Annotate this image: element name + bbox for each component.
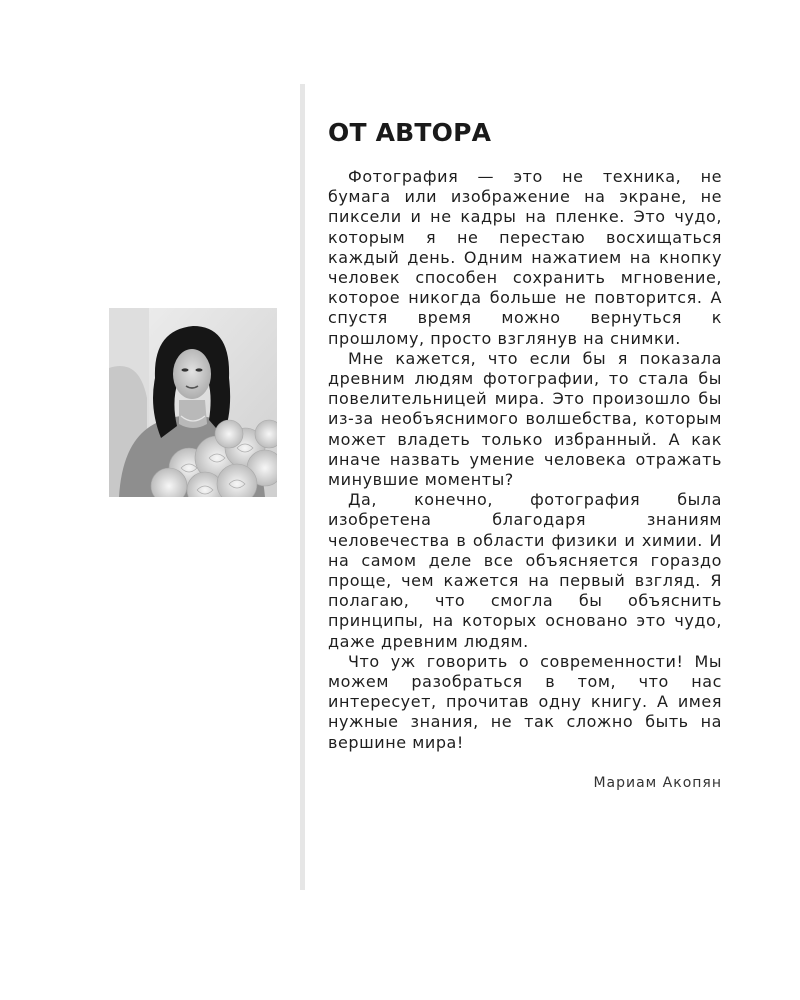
author-photo [109, 308, 277, 497]
paragraph: Фотография — это не техника, не бумага или изображение на экране, не пиксели и не кадры на пленке. Это чудо, которым я не перестаю восхищаться каждый день. Одним нажатием на кнопку человек способен сохранить мгновение, которое никогда больше не повторится. А спустя время можно вернуться к прошлому, просто взглянув на снимки. [328, 167, 722, 348]
paragraph: Мне кажется, что если бы я показала древним людям фотографии, то стала бы повелительницей мира. Это произошло бы из-за необъяснимого волшебства, которым может владеть только избранный. А как иначе назвать умение человека отражать минувшие моменты? [328, 348, 722, 490]
vertical-divider [300, 84, 305, 890]
author-portrait-image [109, 308, 277, 497]
paragraph: Что уж говорить о современности! Мы можем разобраться в том, что нас интересует, прочитав одну книгу. А имея нужные знания, не так сложно быть на вершине мира! [328, 651, 722, 752]
paragraph: Да, конечно, фотография была изобретена благодаря знаниям человечества в области физики и химии. И на самом деле все объясняется гораздо проще, чем кажется на первый взгляд. Я полагаю, что смогла бы объяснить принципы, на которых основано это чудо, даже древним людям. [328, 490, 722, 651]
author-signature: Мариам Акопян [593, 775, 722, 791]
author-foreword-text [328, 167, 722, 753]
page-title: ОТ АВТОРА [328, 118, 492, 147]
